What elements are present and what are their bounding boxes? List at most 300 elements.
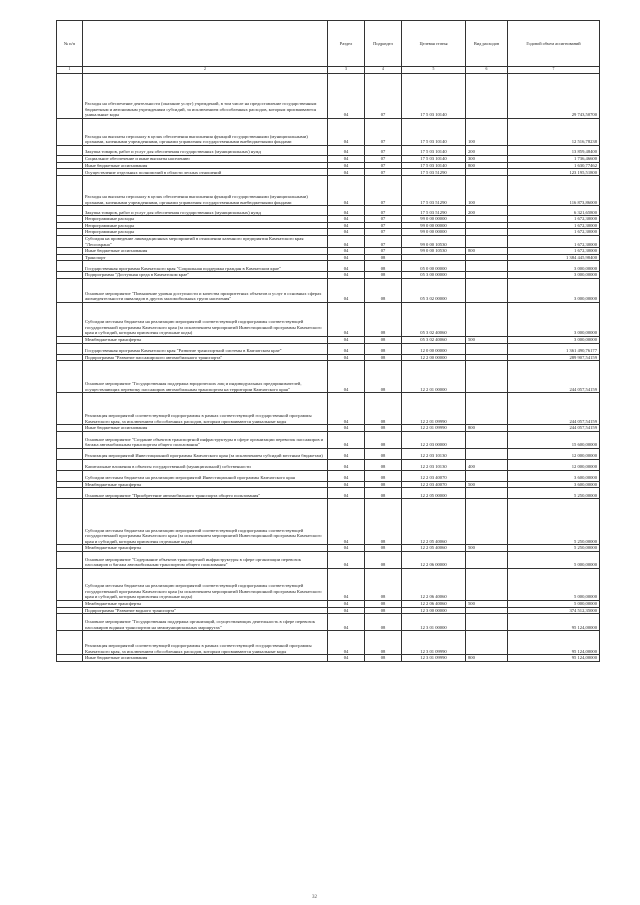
row-name: Непрограммные расходы	[83, 216, 328, 223]
row-number	[57, 206, 83, 216]
row-section: 04	[328, 545, 365, 552]
colnum-2: 2	[83, 67, 328, 74]
row-target: 05 3 00 00000	[402, 272, 466, 279]
table-row	[57, 545, 600, 552]
row-name: Основное мероприятие "Государственная поддержка организаций, осуществляющих деятельность в сфере перевозок пассажиров водным транспортом на межмуниципальных маршрутах"	[83, 614, 328, 631]
table-row	[57, 499, 600, 545]
row-target: 05 3 02 00000	[402, 278, 466, 302]
row-amount: 244 057,54159	[508, 393, 600, 425]
row-target: 12 2 03 00000	[402, 431, 466, 448]
row-target: 99 0 00 00000	[402, 222, 466, 229]
row-number	[57, 248, 83, 255]
row-number	[57, 393, 83, 425]
row-number	[57, 176, 83, 206]
row-number	[57, 481, 83, 488]
row-name: Государственная программа Камчатского края "Развитие транспортной системы в Камчатском крае"	[83, 343, 328, 354]
row-exptype	[466, 607, 508, 614]
row-subsection: 08	[365, 361, 402, 393]
row-name: Основное мероприятие "Создание объектов транспортной инфраструктуры в сфере организации перевозок пассажиров и багажа автомобильным транспортом общего пользования"	[83, 431, 328, 448]
row-subsection: 08	[365, 354, 402, 361]
table-row	[57, 272, 600, 279]
row-section: 04	[328, 272, 365, 279]
row-number	[57, 119, 83, 146]
row-exptype	[466, 235, 508, 247]
row-exptype	[466, 361, 508, 393]
row-number	[57, 354, 83, 361]
row-subsection: 08	[365, 488, 402, 499]
row-name: Транспорт	[83, 254, 328, 261]
table-row	[57, 169, 600, 176]
row-exptype: 800	[466, 248, 508, 255]
table-row	[57, 354, 600, 361]
row-amount: 6 321,65800	[508, 206, 600, 216]
table-row	[57, 176, 600, 206]
row-subsection: 08	[365, 278, 402, 302]
row-amount: 3 000,00000	[508, 336, 600, 343]
row-exptype	[466, 254, 508, 261]
row-amount: 3 600,00000	[508, 470, 600, 481]
table-row	[57, 568, 600, 600]
row-amount: 5 000,00000	[508, 568, 600, 600]
table-row	[57, 235, 600, 247]
header-section: Раздел	[328, 21, 365, 67]
row-number	[57, 261, 83, 272]
row-exptype: 800	[466, 425, 508, 432]
row-section: 04	[328, 74, 365, 119]
row-number	[57, 156, 83, 163]
table-row	[57, 254, 600, 261]
table-row	[57, 551, 600, 568]
row-subsection: 08	[365, 254, 402, 261]
row-amount: 1 361 490,76177	[508, 343, 600, 354]
header-no: № п/п	[57, 21, 83, 67]
row-subsection: 07	[365, 146, 402, 156]
row-subsection: 07	[365, 248, 402, 255]
row-name: Основное мероприятие "Повышение уровня доступности и качества приоритетных объектов и услуг в основных сферах жизнедеятельности инвалидов в других маломобильных групп населения"	[83, 278, 328, 302]
colnum-4: 4	[365, 67, 402, 74]
table-row	[57, 488, 600, 499]
row-section: 04	[328, 488, 365, 499]
row-target: 17 5 03 51290	[402, 176, 466, 206]
row-subsection: 07	[365, 216, 402, 223]
colnum-6: 6	[466, 67, 508, 74]
row-section: 04	[328, 499, 365, 545]
row-subsection: 08	[365, 614, 402, 631]
row-subsection: 08	[365, 343, 402, 354]
row-number	[57, 488, 83, 499]
row-name: Подпрограмма "Доступная среда в Камчатском крае"	[83, 272, 328, 279]
row-number	[57, 343, 83, 354]
row-amount: 95 124,00000	[508, 614, 600, 631]
row-name: Субсидии местным бюджетам на реализацию мероприятий Инвестиционной программы Камчатского края	[83, 470, 328, 481]
row-section: 04	[328, 119, 365, 146]
table-row	[57, 343, 600, 354]
row-amount: 5 000,00000	[508, 600, 600, 607]
row-amount: 1 672,30000	[508, 216, 600, 223]
row-target: 17 5 03 10140	[402, 162, 466, 169]
row-amount: 95 124,00000	[508, 631, 600, 655]
table-row	[57, 448, 600, 459]
table-row	[57, 631, 600, 655]
row-number	[57, 655, 83, 662]
row-target: 12 2 01 09990	[402, 393, 466, 425]
row-subsection: 08	[365, 261, 402, 272]
row-subsection: 08	[365, 600, 402, 607]
colnum-5: 5	[402, 67, 466, 74]
row-exptype: 500	[466, 336, 508, 343]
row-exptype: 300	[466, 156, 508, 163]
row-subsection: 07	[365, 162, 402, 169]
row-number	[57, 431, 83, 448]
row-section: 04	[328, 146, 365, 156]
table-row	[57, 459, 600, 470]
row-section: 04	[328, 655, 365, 662]
row-target: 99 0 00 00000	[402, 216, 466, 223]
row-target: 17 5 03 10140	[402, 74, 466, 119]
row-exptype	[466, 302, 508, 336]
row-section: 04	[328, 393, 365, 425]
row-section: 04	[328, 248, 365, 255]
row-section: 04	[328, 222, 365, 229]
row-exptype: 200	[466, 206, 508, 216]
row-exptype	[466, 261, 508, 272]
table-row	[57, 206, 600, 216]
row-exptype	[466, 354, 508, 361]
row-amount: 29 743,50700	[508, 74, 600, 119]
row-number	[57, 470, 83, 481]
row-section: 04	[328, 448, 365, 459]
table-row	[57, 614, 600, 631]
row-exptype: 200	[466, 146, 508, 156]
row-exptype	[466, 216, 508, 223]
column-number-row	[57, 67, 600, 74]
row-target: 12 2 06 00000	[402, 551, 466, 568]
row-section: 04	[328, 254, 365, 261]
row-name: Межбюджетные трансферты	[83, 336, 328, 343]
row-name: Межбюджетные трансферты	[83, 600, 328, 607]
row-section: 04	[328, 631, 365, 655]
table-row	[57, 607, 600, 614]
row-amount: 116 873,86000	[508, 176, 600, 206]
row-section: 04	[328, 169, 365, 176]
table-body	[57, 74, 600, 662]
row-amount: 374 512,35000	[508, 607, 600, 614]
row-target: 05 0 00 00000	[402, 261, 466, 272]
row-amount: 1 672,30000	[508, 229, 600, 236]
table-row	[57, 470, 600, 481]
row-subsection: 08	[365, 448, 402, 459]
row-number	[57, 336, 83, 343]
row-subsection: 08	[365, 272, 402, 279]
row-number	[57, 600, 83, 607]
row-name: Субсидии местным бюджетам на реализацию мероприятий соответствующей подпрограммы соответствующей государственной программы Камчатского края (за исключением мероприятий Инвестиционной программы Камчатского края и субсидий, которым присвоены отдельные коды)	[83, 568, 328, 600]
budget-table	[56, 20, 600, 662]
header-exptype: Вид расходов	[466, 21, 508, 67]
row-subsection: 08	[365, 607, 402, 614]
header-name	[83, 21, 328, 67]
table-row	[57, 425, 600, 432]
row-target: 12 2 06 40060	[402, 568, 466, 600]
row-subsection: 08	[365, 551, 402, 568]
row-exptype: 800	[466, 655, 508, 662]
row-number	[57, 448, 83, 459]
row-target: 12 2 01 00000	[402, 361, 466, 393]
row-name: Закупка товаров, работ и услуг для обеспечения государственных (муниципальных) нужд	[83, 146, 328, 156]
row-target: 99 0 00 00000	[402, 229, 466, 236]
row-amount: 12 516,78238	[508, 119, 600, 146]
row-number	[57, 229, 83, 236]
row-target: 17 5 03 51290	[402, 206, 466, 216]
row-name: Реализация мероприятий соответствующей подпрограммы в рамках соответствующей государственной программы Камчатского края, за исключением обособленных расходов, которым присваиваются уникальные коды	[83, 631, 328, 655]
row-target: 12 0 00 00000	[402, 343, 466, 354]
row-exptype: 500	[466, 481, 508, 488]
row-name: Реализация мероприятий соответствующей подпрограммы в рамках соответствующей государственной программы Камчатского края, за исключением обособленных расходов, которым присваиваются уникальные коды	[83, 393, 328, 425]
row-subsection: 07	[365, 119, 402, 146]
row-name: Субсидия на проведение ликвидационных мероприятий в отношении казенного предприятия Камчатского края "Лесоохрана"	[83, 235, 328, 247]
row-target: 05 3 02 40060	[402, 302, 466, 336]
row-target: 12 2 05 40060	[402, 545, 466, 552]
table-row	[57, 481, 600, 488]
row-name: Государственная программа Камчатского края "Социальная поддержка граждан в Камчатском крае"	[83, 261, 328, 272]
table-row	[57, 119, 600, 146]
row-target: 12 2 03 10130	[402, 459, 466, 470]
row-subsection: 07	[365, 156, 402, 163]
row-name: Основное мероприятие "Государственная поддержка юридических лиц и индивидуальных предпринимателей, осуществляющих перевозку пассажиров автомобильным транспортом на территории Камчатского края"	[83, 361, 328, 393]
row-amount: 1 630,77462	[508, 162, 600, 169]
row-exptype	[466, 499, 508, 545]
row-name: Осуществление отдельных полномочий в области лесных отношений	[83, 169, 328, 176]
row-amount: 3 000,00000	[508, 261, 600, 272]
row-amount: 3 000,00000	[508, 272, 600, 279]
row-amount: 244 057,54159	[508, 361, 600, 393]
table-row	[57, 146, 600, 156]
row-number	[57, 551, 83, 568]
row-subsection: 08	[365, 568, 402, 600]
row-name: Иные бюджетные ассигнования	[83, 248, 328, 255]
row-target: 12 2 00 00000	[402, 354, 466, 361]
row-exptype	[466, 488, 508, 499]
row-exptype	[466, 272, 508, 279]
row-amount: 1 672,30000	[508, 248, 600, 255]
row-target: 12 3 01 09990	[402, 631, 466, 655]
row-exptype	[466, 393, 508, 425]
row-target	[402, 254, 466, 261]
row-subsection: 08	[365, 470, 402, 481]
row-amount: 15 600,00000	[508, 431, 600, 448]
row-number	[57, 146, 83, 156]
row-subsection: 07	[365, 235, 402, 247]
row-target: 17 5 03 51290	[402, 169, 466, 176]
row-subsection: 07	[365, 206, 402, 216]
row-name: Реализация мероприятий Инвестиционной программы Камчатского края (за исключением субсидий местным бюджетам)	[83, 448, 328, 459]
row-subsection: 08	[365, 631, 402, 655]
row-section: 04	[328, 336, 365, 343]
row-section: 04	[328, 551, 365, 568]
row-target: 12 2 05 40060	[402, 499, 466, 545]
table-row	[57, 74, 600, 119]
row-number	[57, 254, 83, 261]
row-exptype: 800	[466, 162, 508, 169]
row-name: Расходы на выплаты персоналу в целях обеспечения выполнения функций государственными (муниципальными) органами, казенными учреждениями, органами управления государственными внебюджетными фондами	[83, 119, 328, 146]
row-amount: 1 672,30000	[508, 222, 600, 229]
row-name: Подпрограмма "Развитие пассажирского автомобильного транспорта"	[83, 354, 328, 361]
row-name: Иные бюджетные ассигнования	[83, 655, 328, 662]
row-section: 04	[328, 261, 365, 272]
row-subsection: 07	[365, 74, 402, 119]
row-number	[57, 361, 83, 393]
row-exptype: 500	[466, 545, 508, 552]
row-section: 04	[328, 229, 365, 236]
table-row	[57, 600, 600, 607]
row-name: Закупка товаров, работ и услуг для обеспечения государственных (муниципальных) нужд	[83, 206, 328, 216]
row-name: Социальное обеспечение и иные выплаты населению	[83, 156, 328, 163]
row-exptype	[466, 448, 508, 459]
row-name: Основное мероприятие "Приобретение автомобильного транспорта общего пользования"	[83, 488, 328, 499]
row-target: 12 3 00 00000	[402, 607, 466, 614]
row-amount: 289 907,54159	[508, 354, 600, 361]
row-section: 04	[328, 481, 365, 488]
row-subsection: 08	[365, 431, 402, 448]
row-target: 17 5 03 10140	[402, 156, 466, 163]
row-section: 04	[328, 206, 365, 216]
row-name: Капитальные вложения в объекты государственной (муниципальной) собственности	[83, 459, 328, 470]
row-amount: 1 672,30000	[508, 235, 600, 247]
row-exptype	[466, 614, 508, 631]
row-number	[57, 545, 83, 552]
table-row	[57, 222, 600, 229]
row-target: 12 3 01 09990	[402, 655, 466, 662]
row-name: Непрограммные расходы	[83, 229, 328, 236]
table-row	[57, 229, 600, 236]
header-amount: Годовой объем ассигнований	[508, 21, 600, 67]
row-target: 99 0 00 10530	[402, 248, 466, 255]
colnum-7: 7	[508, 67, 600, 74]
header-row	[57, 21, 600, 67]
header-subsection: Подраздел	[365, 21, 402, 67]
row-exptype: 400	[466, 459, 508, 470]
row-name: Субсидии местным бюджетам на реализацию мероприятий соответствующей подпрограммы соответствующей государственной программы Камчатского края (за исключением мероприятий Инвестиционной программы Камчатского края и субсидий, которым присвоены отдельные коды)	[83, 499, 328, 545]
row-subsection: 08	[365, 393, 402, 425]
row-exptype	[466, 74, 508, 119]
row-target: 99 0 00 10530	[402, 235, 466, 247]
row-number	[57, 222, 83, 229]
row-exptype	[466, 229, 508, 236]
table-row	[57, 156, 600, 163]
table-row	[57, 261, 600, 272]
table-row	[57, 361, 600, 393]
row-number	[57, 614, 83, 631]
row-amount: 12 000,00000	[508, 448, 600, 459]
row-subsection: 08	[365, 459, 402, 470]
row-section: 04	[328, 162, 365, 169]
row-exptype	[466, 568, 508, 600]
row-subsection: 08	[365, 336, 402, 343]
row-section: 04	[328, 361, 365, 393]
row-amount: 5 250,00000	[508, 545, 600, 552]
row-exptype: 100	[466, 119, 508, 146]
row-number	[57, 216, 83, 223]
row-number	[57, 235, 83, 247]
row-target: 17 5 03 10140	[402, 146, 466, 156]
table-row	[57, 655, 600, 662]
colnum-3: 3	[328, 67, 365, 74]
row-subsection: 08	[365, 425, 402, 432]
row-section: 04	[328, 278, 365, 302]
row-target: 12 2 06 40060	[402, 600, 466, 607]
page-number: 32	[312, 895, 317, 900]
row-target: 12 2 03 40070	[402, 481, 466, 488]
row-amount: 244 057,54159	[508, 425, 600, 432]
row-number	[57, 74, 83, 119]
row-subsection: 07	[365, 222, 402, 229]
row-amount: 3 000,00000	[508, 302, 600, 336]
row-amount: 123 195,51800	[508, 169, 600, 176]
row-amount: 3 600,00000	[508, 481, 600, 488]
table-row	[57, 302, 600, 336]
row-exptype	[466, 631, 508, 655]
table-row	[57, 248, 600, 255]
table-row	[57, 393, 600, 425]
row-exptype	[466, 278, 508, 302]
row-amount: 13 859,48400	[508, 146, 600, 156]
row-subsection: 07	[365, 169, 402, 176]
row-name: Иные бюджетные ассигнования	[83, 425, 328, 432]
row-section: 04	[328, 425, 365, 432]
row-exptype	[466, 222, 508, 229]
row-number	[57, 499, 83, 545]
row-exptype: 500	[466, 600, 508, 607]
row-section: 04	[328, 156, 365, 163]
row-subsection: 08	[365, 499, 402, 545]
row-section: 04	[328, 459, 365, 470]
row-section: 04	[328, 568, 365, 600]
row-number	[57, 607, 83, 614]
row-target: 05 3 02 40060	[402, 336, 466, 343]
row-section: 04	[328, 343, 365, 354]
row-section: 04	[328, 302, 365, 336]
row-target: 12 3 01 00000	[402, 614, 466, 631]
table-row	[57, 216, 600, 223]
row-number	[57, 631, 83, 655]
row-name: Иные бюджетные ассигнования	[83, 162, 328, 169]
row-section: 04	[328, 176, 365, 206]
row-target: 17 5 03 10140	[402, 119, 466, 146]
row-subsection: 08	[365, 481, 402, 488]
row-target: 12 2 03 10130	[402, 448, 466, 459]
row-section: 04	[328, 431, 365, 448]
table-row	[57, 162, 600, 169]
row-amount: 1 736,46600	[508, 156, 600, 163]
row-target: 12 2 03 40070	[402, 470, 466, 481]
row-section: 04	[328, 607, 365, 614]
table-row	[57, 431, 600, 448]
colnum-1: 1	[57, 67, 83, 74]
row-exptype: 100	[466, 176, 508, 206]
table-row	[57, 278, 600, 302]
row-number	[57, 425, 83, 432]
row-amount: 95 124,00000	[508, 655, 600, 662]
row-amount: 5 000,00000	[508, 551, 600, 568]
row-amount: 12 000,00000	[508, 459, 600, 470]
row-number	[57, 302, 83, 336]
row-number	[57, 169, 83, 176]
header-target: Целевая статья	[402, 21, 466, 67]
row-name: Расходы на выплаты персоналу в целях обеспечения выполнения функций государственными (муниципальными) органами, казенными учреждениями, органами управления государственными внебюджетными фондами	[83, 176, 328, 206]
row-amount: 1 384 445,98400	[508, 254, 600, 261]
row-subsection: 08	[365, 545, 402, 552]
row-number	[57, 278, 83, 302]
row-section: 04	[328, 235, 365, 247]
